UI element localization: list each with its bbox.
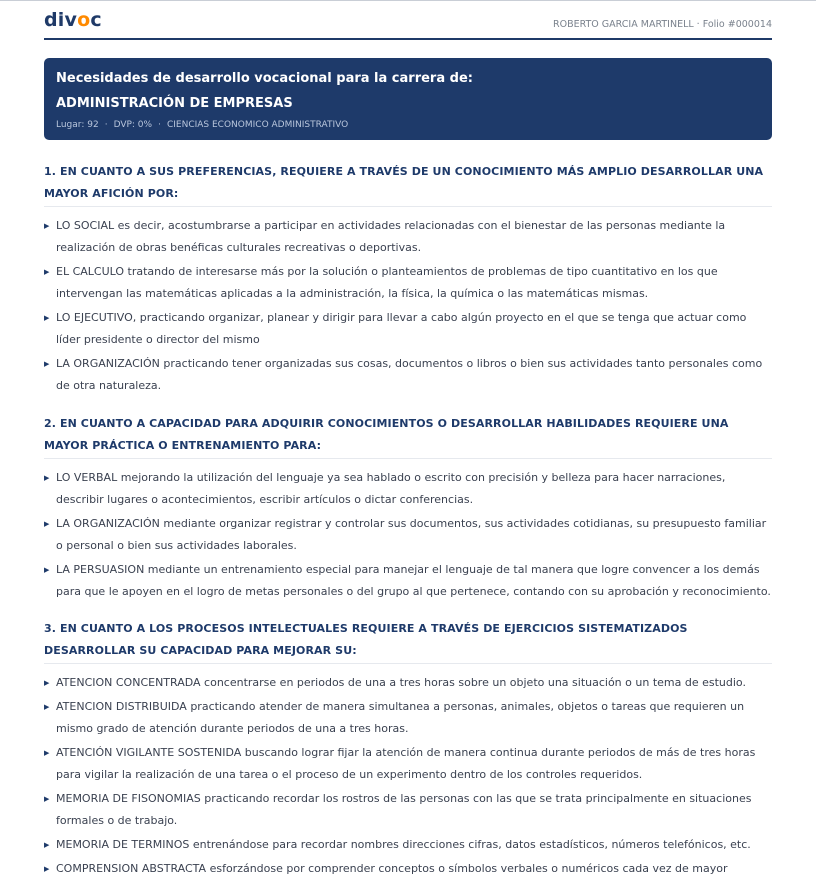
list-item: ▶ LO VERBAL mejorando la utilización del lenguaje ya sea hablado o escrito con precisión y belleza para hacer narraciones, describir lugares o acontecimientos, escribir artículos o dictar conferencias. bbox=[44, 467, 772, 511]
dvp-value: DVP: 0% bbox=[113, 120, 153, 130]
bullet-icon: ▶ bbox=[44, 749, 50, 757]
bullet-icon: ▶ bbox=[44, 520, 50, 528]
list-item: ▶ LA ORGANIZACIÓN practicando tener organizadas sus cosas, documentos o libros o bien sus actividades tanto personales como de otra naturaleza. bbox=[44, 353, 772, 397]
bullet-icon: ▶ bbox=[44, 566, 50, 574]
list-item: ▶ LO EJECUTIVO, practicando organizar, planear y dirigir para llevar a cabo algún proyecto en el que se tenga que actuar como líder presidente o director del mismo bbox=[44, 307, 772, 351]
bullet-icon: ▶ bbox=[44, 841, 50, 849]
section-title: 2. EN CUANTO A CAPACIDAD PARA ADQUIRIR CONOCIMIENTOS O DESARROLLAR HABILIDADES REQUIERE UNA MAYOR PRÁCTICA O ENTRENAMIENTO PARA: bbox=[44, 413, 772, 459]
bullet-icon: ▶ bbox=[44, 222, 50, 230]
list-item: ▶ LA ORGANIZACIÓN mediante organizar registrar y controlar sus documentos, sus actividades cotidianas, su presupuesto familiar o personal o bien sus actividades laborales. bbox=[44, 513, 772, 557]
list-item: ▶ ATENCIÓN VIGILANTE SOSTENIDA buscando lograr fijar la atención de manera continua durante periodos de más de tres horas para vigilar la realización de una tarea o el proceso de un experimento dentro de los controles requeridos. bbox=[44, 742, 772, 786]
bullet-icon: ▶ bbox=[44, 703, 50, 711]
section-title: 3. EN CUANTO A LOS PROCESOS INTELECTUALES REQUIERE A TRAVÉS DE EJERCICIOS SISTEMATIZADOS DESARROLLAR SU CAPACIDAD PARA MEJORAR SU: bbox=[44, 618, 772, 664]
recommendation-list bbox=[44, 215, 772, 397]
bullet-icon: ▶ bbox=[44, 679, 50, 687]
bullet-icon: ▶ bbox=[44, 795, 50, 803]
folio-label: ROBERTO GARCIA MARTINELL · Folio #000014 bbox=[553, 19, 772, 30]
banner-meta: Lugar: 92 · DVP: 0% · CIENCIAS ECONOMICO ADMINISTRATIVO bbox=[56, 120, 349, 130]
report-page bbox=[0, 1, 816, 880]
bullet-icon: ▶ bbox=[44, 474, 50, 482]
list-item: ▶ LO SOCIAL es decir, acostumbrarse a participar en actividades relacionadas con el bienestar de las personas mediante la realización de obras benéficas culturales recreativas o deportivas. bbox=[44, 215, 772, 259]
banner-title: Necesidades de desarrollo vocacional para la carrera de: bbox=[56, 71, 473, 86]
career-name: ADMINISTRACIÓN DE EMPRESAS bbox=[56, 96, 293, 111]
list-item: ▶ LA PERSUASION mediante un entrenamiento especial para manejar el lenguaje de tal manera que logre convencer a los demás para que le apoyen en el logro de metas personales o del grupo al que pertenece, contando con su aprobación y reconocimiento. bbox=[44, 559, 772, 603]
bullet-icon: ▶ bbox=[44, 360, 50, 368]
list-item: ▶ MEMORIA DE TERMINOS entrenándose para recordar nombres direcciones cifras, datos estadísticos, números telefónicos, etc. bbox=[44, 834, 772, 856]
page-header bbox=[44, 1, 772, 40]
list-item: ▶ EL CALCULO tratando de interesarse más por la solución o planteamientos de problemas de tipo cuantitativo en los que intervengan las matemáticas aplicadas a la administración, la física, la química o las matemáticas mismas. bbox=[44, 261, 772, 305]
section-title: 1. EN CUANTO A SUS PREFERENCIAS, REQUIERE A TRAVÉS DE UN CONOCIMIENTO MÁS AMPLIO DESARROLLAR UNA MAYOR AFICIÓN POR: bbox=[44, 161, 772, 207]
bullet-icon: ▶ bbox=[44, 865, 50, 873]
section-preferencias bbox=[44, 161, 772, 397]
section-procesos bbox=[44, 618, 772, 880]
area-value: CIENCIAS ECONOMICO ADMINISTRATIVO bbox=[166, 120, 349, 130]
bullet-icon: ▶ bbox=[44, 268, 50, 276]
divoc-logo: divoc bbox=[44, 9, 102, 31]
list-item: ▶ COMPRENSION ABSTRACTA esforzándose por comprender conceptos o símbolos verbales o numéricos cada vez de mayor bbox=[44, 858, 772, 880]
list-item: ▶ ATENCION DISTRIBUIDA practicando atender de manera simultanea a personas, animales, objetos o tareas que requieren un mismo grado de atención durante periodos de una a tres horas. bbox=[44, 696, 772, 740]
list-item: ▶ MEMORIA DE FISONOMIAS practicando recordar los rostros de las personas con las que se trata principalmente en situaciones formales o de trabajo. bbox=[44, 788, 772, 832]
career-banner bbox=[44, 58, 772, 140]
section-capacidad bbox=[44, 413, 772, 603]
lugar-value: Lugar: 92 bbox=[56, 120, 99, 130]
recommendation-list bbox=[44, 467, 772, 603]
bullet-icon: ▶ bbox=[44, 314, 50, 322]
list-item: ▶ ATENCION CONCENTRADA concentrarse en periodos de una a tres horas sobre un objeto una situación o un tema de estudio. bbox=[44, 672, 772, 694]
recommendation-list bbox=[44, 672, 772, 880]
